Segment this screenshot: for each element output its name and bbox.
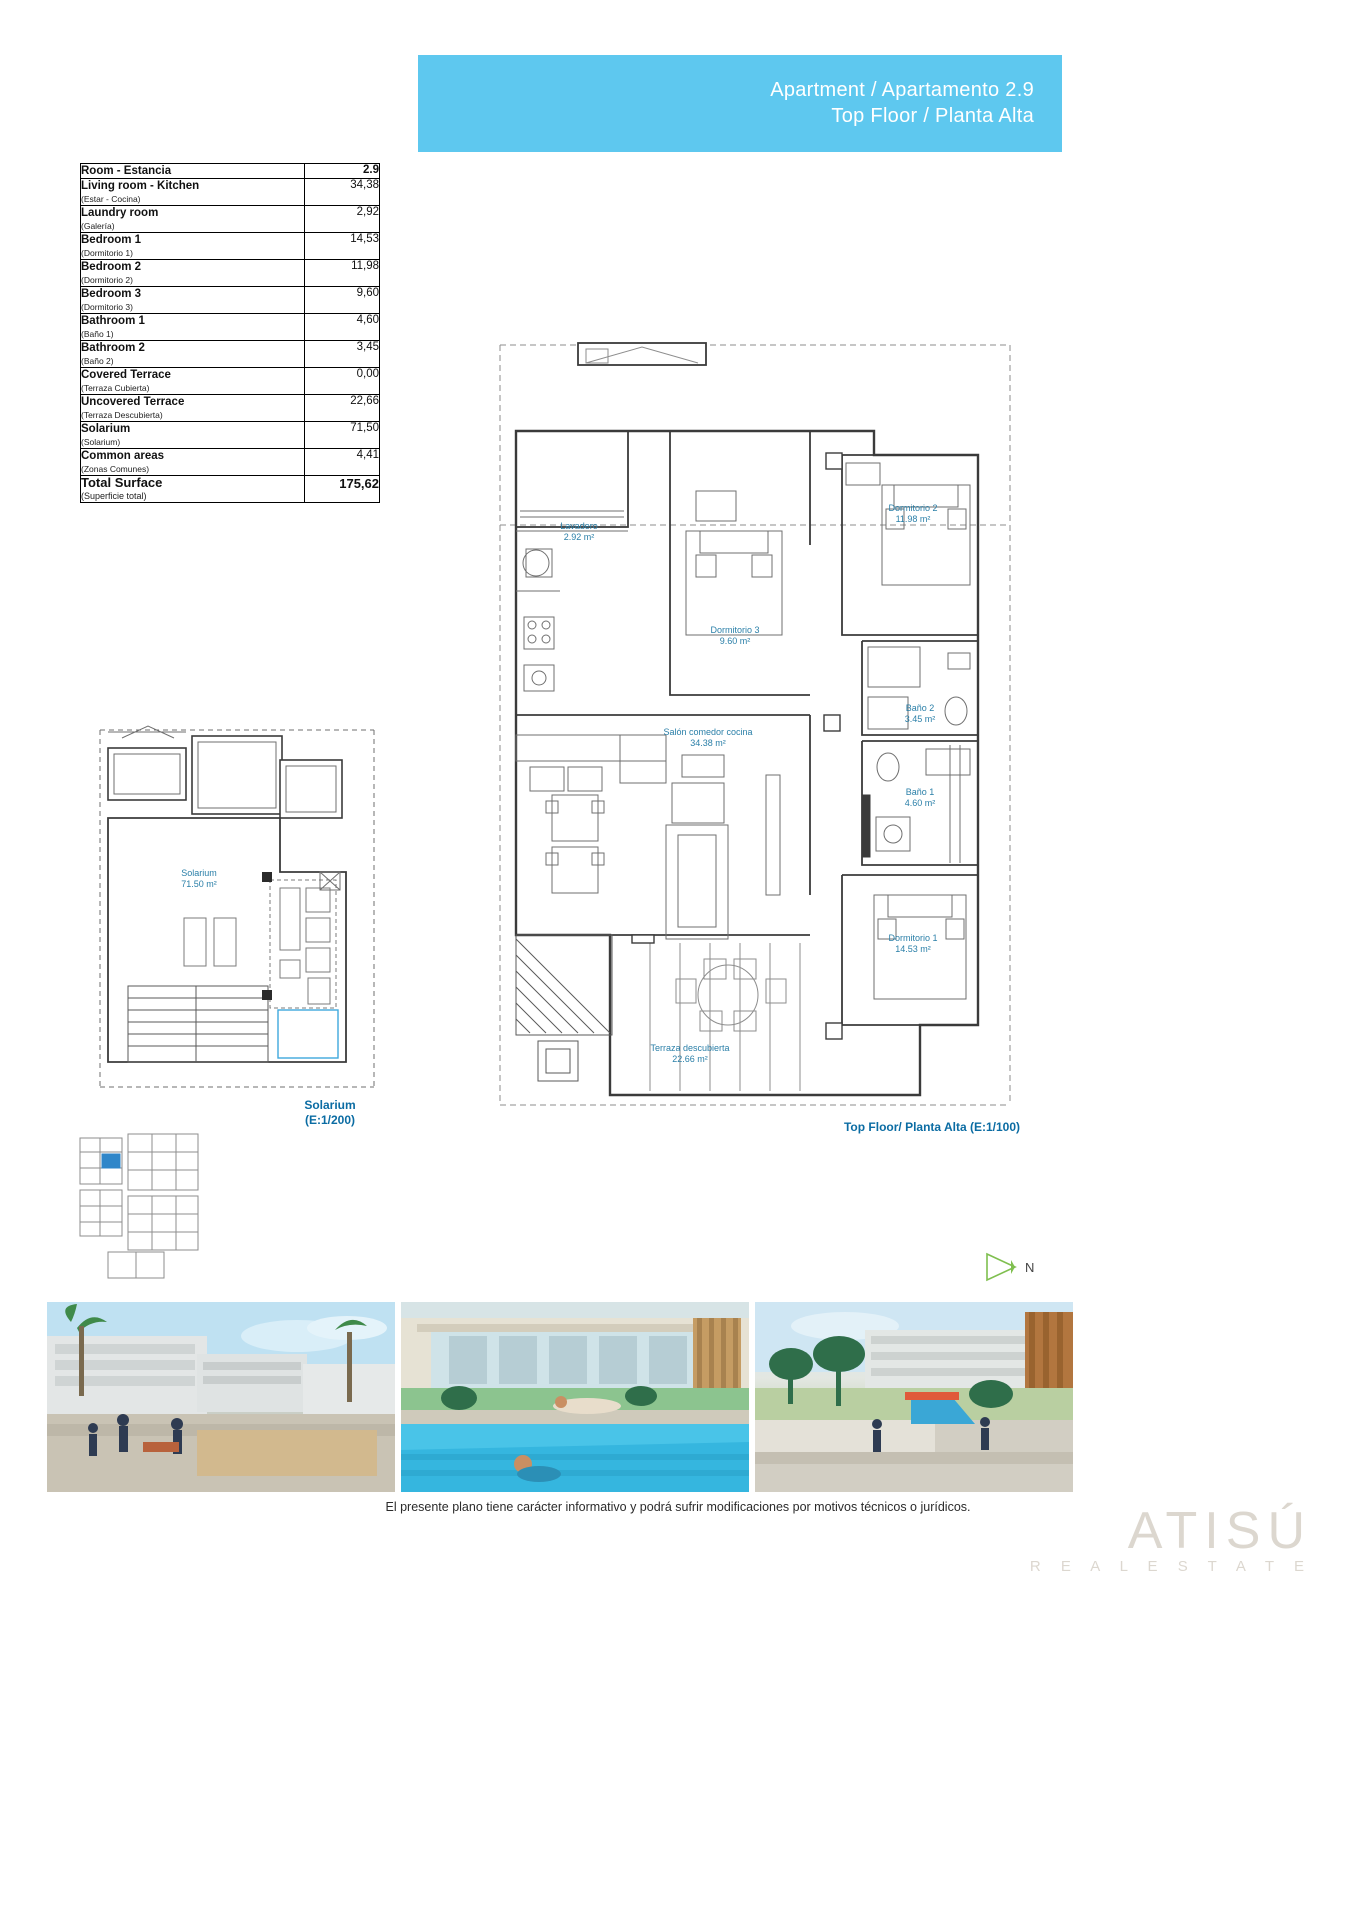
total-value: 175,62 [305, 476, 380, 503]
site-key-drawing [78, 1132, 200, 1282]
table-row [81, 179, 380, 206]
room-name: Salón comedor cocina [663, 727, 753, 737]
row-label: Bedroom 1 [81, 234, 142, 246]
room-area: 11.98 m² [895, 514, 931, 524]
photo-2-art [401, 1302, 749, 1492]
brand-name: ATISÚ [1127, 1502, 1312, 1560]
header-title-en: Apartment / Apartamento 2.9 [770, 79, 1034, 101]
room-name: Dormitorio 2 [888, 503, 938, 513]
row-label: Bedroom 3 [81, 288, 142, 300]
row-value: 9,60 [305, 287, 380, 314]
room-label-bano-1 [870, 787, 970, 809]
row-value: 4,41 [305, 449, 380, 476]
header-banner [418, 55, 1062, 152]
row-sublabel: (Terraza Descubierta) [81, 410, 163, 420]
floor-plan-drawing [490, 335, 1020, 1115]
table-header-name: Room - Estancia [81, 165, 172, 177]
room-name: Terraza descubierta [650, 1043, 730, 1053]
row-label: Common areas [81, 450, 165, 462]
row-sublabel: (Dormitorio 2) [81, 275, 133, 285]
total-sublabel: (Superficie total) [81, 491, 147, 501]
row-value: 4,60 [305, 314, 380, 341]
room-label-terraza [600, 1043, 780, 1065]
row-label: Uncovered Terrace [81, 396, 185, 408]
photo-strip [47, 1302, 1309, 1492]
solarium-plan-caption [250, 1098, 410, 1128]
room-area: 14.53 m² [895, 944, 931, 954]
table-header-row [81, 164, 380, 179]
room-area: 9.60 m² [719, 636, 751, 646]
floor-plan-caption: Top Floor/ Planta Alta (E:1/100) [843, 1120, 1020, 1134]
room-name: Baño 2 [905, 703, 935, 713]
total-label: Total Surface [81, 475, 163, 490]
row-sublabel: (Estar - Cocina) [81, 194, 141, 204]
row-value: 22,66 [305, 395, 380, 422]
row-label: Bedroom 2 [81, 261, 142, 273]
brand-tagline: R E A L E S T A T E [1029, 1558, 1312, 1575]
solarium-caption-line2: (E:1/200) [304, 1113, 356, 1127]
row-value: 0,00 [305, 368, 380, 395]
row-value: 71,50 [305, 422, 380, 449]
photo-3-art [755, 1302, 1073, 1492]
table-total-row [81, 476, 380, 503]
solarium-caption-line1: Solarium [304, 1098, 356, 1112]
row-sublabel: (Terraza Cubierta) [81, 383, 150, 393]
table-row [81, 233, 380, 260]
room-name: Lavadero [560, 521, 598, 531]
room-area: 3.45 m² [904, 714, 936, 724]
top-floor-plan [490, 335, 1020, 1115]
row-value: 11,98 [305, 260, 380, 287]
photo-playground [755, 1302, 1073, 1492]
table-row [81, 314, 380, 341]
row-label: Laundry room [81, 207, 159, 219]
row-sublabel: (Zonas Comunes) [81, 464, 150, 474]
row-sublabel: (Dormitorio 1) [81, 248, 133, 258]
room-name: Dormitorio 1 [888, 933, 938, 943]
photo-1-art [47, 1302, 395, 1492]
solarium-label-name: Solarium [181, 868, 217, 878]
table-header-value: 2.9 [305, 164, 380, 179]
room-label-dormitorio-2 [858, 503, 968, 525]
photo-pool-area [401, 1302, 749, 1492]
solarium-label-area: 71.50 m² [181, 879, 217, 889]
row-sublabel: (Baño 2) [81, 356, 114, 366]
table-row [81, 449, 380, 476]
row-label: Bathroom 1 [81, 315, 145, 327]
svg-text:N: N [1025, 1260, 1035, 1275]
solarium-plan-drawing [92, 722, 382, 1097]
row-value: 2,92 [305, 206, 380, 233]
solarium-room-label [144, 868, 254, 890]
table-row [81, 260, 380, 287]
north-arrow-icon [985, 1252, 1047, 1282]
table-row [81, 368, 380, 395]
room-area: 22.66 m² [672, 1054, 708, 1064]
row-label: Bathroom 2 [81, 342, 145, 354]
room-label-dormitorio-3 [680, 625, 790, 647]
photo-exterior-street [47, 1302, 395, 1492]
row-value: 34,38 [305, 179, 380, 206]
room-area: 4.60 m² [904, 798, 936, 808]
room-area: 34.38 m² [690, 738, 726, 748]
table-row [81, 395, 380, 422]
row-sublabel: (Dormitorio 3) [81, 302, 133, 312]
row-value: 14,53 [305, 233, 380, 260]
room-label-bano-2 [870, 703, 970, 725]
row-label: Living room - Kitchen [81, 180, 200, 192]
room-label-dormitorio-1 [858, 933, 968, 955]
row-sublabel: (Baño 1) [81, 329, 114, 339]
room-areas-table [80, 163, 380, 503]
room-area: 2.92 m² [563, 532, 595, 542]
highlighted-unit [102, 1154, 120, 1168]
header-title-es: Top Floor / Planta Alta [831, 105, 1034, 127]
room-label-lavadero [524, 521, 634, 543]
room-name: Dormitorio 3 [710, 625, 760, 635]
disclaimer-text: El presente plano tiene carácter informativo y podrá sufrir modificaciones por motivos técnicos o jurídicos. [385, 1500, 971, 1514]
north-arrow [985, 1252, 1047, 1282]
row-label: Covered Terrace [81, 369, 171, 381]
solarium-floor-plan [92, 722, 382, 1097]
brand-watermark [1030, 1504, 1312, 1575]
row-sublabel: (Galería) [81, 221, 115, 231]
room-name: Baño 1 [905, 787, 935, 797]
row-label: Solarium [81, 423, 131, 435]
table-row [81, 206, 380, 233]
table-row [81, 287, 380, 314]
row-value: 3,45 [305, 341, 380, 368]
row-sublabel: (Solarium) [81, 437, 121, 447]
table-row [81, 422, 380, 449]
table-row [81, 341, 380, 368]
site-key-map [78, 1132, 200, 1282]
room-label-salon [618, 727, 798, 749]
